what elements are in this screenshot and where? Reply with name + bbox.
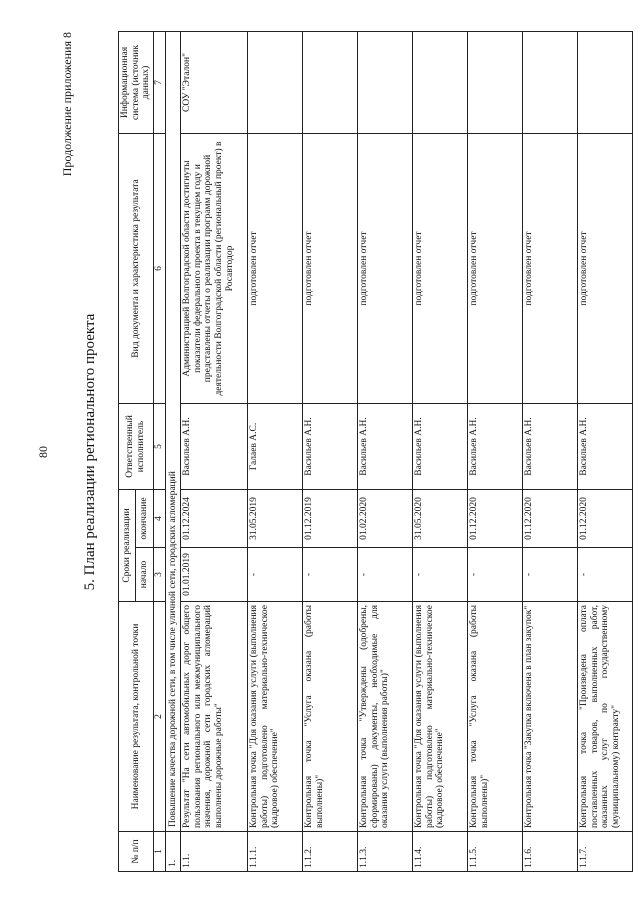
rotated-content — [30, 22, 621, 882]
table-row — [578, 32, 633, 872]
header-name: Наименование результата, контрольной точки — [119, 602, 154, 832]
row-end: 01.12.2024 — [181, 490, 248, 548]
row-name: Результат "На сети автомобильных дорог общего пользования регионального или межмуниципального значения, дорожной сети городских агломераций выполнены дорожные работы" — [181, 602, 248, 832]
page-number: 80 — [36, 446, 50, 458]
table-row — [181, 32, 248, 872]
row-name: Контрольная точка "Произведена оплата поставленных товаров, выполненных работ, оказанных услуг по государственному (муниципальному) контракту" — [578, 602, 633, 832]
row-num: 1.1.6. — [523, 832, 578, 872]
row-end: 01.12.2020 — [523, 490, 578, 548]
table-row — [358, 32, 413, 872]
row-responsible: Васильев А.Н. — [358, 404, 413, 490]
row-start: 01.01.2019 — [181, 548, 248, 602]
table-row — [523, 32, 578, 872]
row-name: Контрольная точка "Услуга оказана (работы выполнены)" — [468, 602, 523, 832]
col-number: 5 — [153, 404, 165, 490]
row-responsible: Васильев А.Н. — [303, 404, 358, 490]
row-end: 01.12.2019 — [303, 490, 358, 548]
row-num: 1.1. — [181, 832, 248, 872]
row-num: 1.1.3. — [358, 832, 413, 872]
row-document: подготовлен отчет — [468, 134, 523, 404]
section-num: 1. — [165, 832, 181, 872]
row-start: - — [523, 548, 578, 602]
col-number: 7 — [153, 32, 165, 134]
row-start: - — [358, 548, 413, 602]
row-num: 1.1.7. — [578, 832, 633, 872]
row-document: подготовлен отчет — [248, 134, 303, 404]
row-name: Контрольная точка "Закупка включена в план закупок" — [523, 602, 578, 832]
row-end: 01.02.2020 — [358, 490, 413, 548]
row-responsible: Галаев А.С. — [248, 404, 303, 490]
header-end: окончание — [136, 490, 153, 548]
row-responsible: Васильев А.Н. — [523, 404, 578, 490]
row-name: Контрольная точка "Для оказания услуги (выполнения работы) подготовлено материально-техническое (кадровое) обеспечение" — [248, 602, 303, 832]
row-end: 01.12.2020 — [578, 490, 633, 548]
row-info-system — [248, 32, 303, 134]
row-start: - — [468, 548, 523, 602]
header-row — [119, 32, 136, 872]
section-row — [165, 32, 181, 872]
column-number-row — [153, 32, 165, 872]
row-end: 01.12.2020 — [468, 490, 523, 548]
row-num: 1.1.5. — [468, 832, 523, 872]
row-end: 31.05.2020 — [413, 490, 468, 548]
row-info-system — [358, 32, 413, 134]
row-document: подготовлен отчет — [358, 134, 413, 404]
row-responsible: Васильев А.Н. — [413, 404, 468, 490]
col-number: 3 — [153, 548, 165, 602]
table-row — [468, 32, 523, 872]
header-num: № п/п — [119, 832, 154, 872]
section-title: 5. План реализации регионального проекта — [82, 313, 98, 591]
row-document: подготовлен отчет — [578, 134, 633, 404]
row-document: подготовлен отчет — [523, 134, 578, 404]
header-terms: Сроки реализации — [119, 490, 136, 602]
row-document: подготовлен отчет — [413, 134, 468, 404]
table-row — [303, 32, 358, 872]
row-name: Контрольная точка "Утверждены (одобрены, сформированы) документы, необходимые для оказания услуги (выполнения работы)" — [358, 602, 413, 832]
row-name: Контрольная точка "Для оказания услуги (выполнения работы) подготовлено материально-техническое (кадровое) обеспечение" — [413, 602, 468, 832]
header-document: Вид документа и характеристика результата — [119, 134, 154, 404]
row-info-system — [468, 32, 523, 134]
row-end: 31.05.2019 — [248, 490, 303, 548]
table-row — [248, 32, 303, 872]
row-start: - — [413, 548, 468, 602]
row-start: - — [578, 548, 633, 602]
row-name: Контрольная точка "Услуга оказана (работы выполнены)" — [303, 602, 358, 832]
row-info-system: СОУ "Эталон" — [181, 32, 248, 134]
row-responsible: Васильев А.Н. — [181, 404, 248, 490]
row-responsible: Васильев А.Н. — [578, 404, 633, 490]
plan-table — [118, 31, 633, 872]
section-text: Повышение качества дорожной сети, в том числе уличной сети, городских агломераций — [165, 32, 181, 832]
row-document: Администрацией Волгоградской области достигнуты показатели федерального проекта в текущем году и представлены отчеты о реализации программ дорожной деятельности Волгоградской области (региональный проект) в Росавтодор — [181, 134, 248, 404]
row-info-system — [413, 32, 468, 134]
col-number: 1 — [153, 832, 165, 872]
row-start: - — [303, 548, 358, 602]
header-info-system: Информационная система (источник данных) — [119, 32, 154, 134]
col-number: 2 — [153, 602, 165, 832]
col-number: 6 — [153, 134, 165, 404]
row-num: 1.1.4. — [413, 832, 468, 872]
row-document: подготовлен отчет — [303, 134, 358, 404]
row-num: 1.1.1. — [248, 832, 303, 872]
row-responsible: Васильев А.Н. — [468, 404, 523, 490]
header-start: начало — [136, 548, 153, 602]
appendix-subtitle: Продолжение приложения 8 — [60, 32, 74, 177]
col-number: 4 — [153, 490, 165, 548]
row-start: - — [248, 548, 303, 602]
header-responsible: Ответственный исполнитель — [119, 404, 154, 490]
table-row — [413, 32, 468, 872]
row-num: 1.1.2. — [303, 832, 358, 872]
row-info-system — [578, 32, 633, 134]
row-info-system — [303, 32, 358, 134]
row-info-system — [523, 32, 578, 134]
